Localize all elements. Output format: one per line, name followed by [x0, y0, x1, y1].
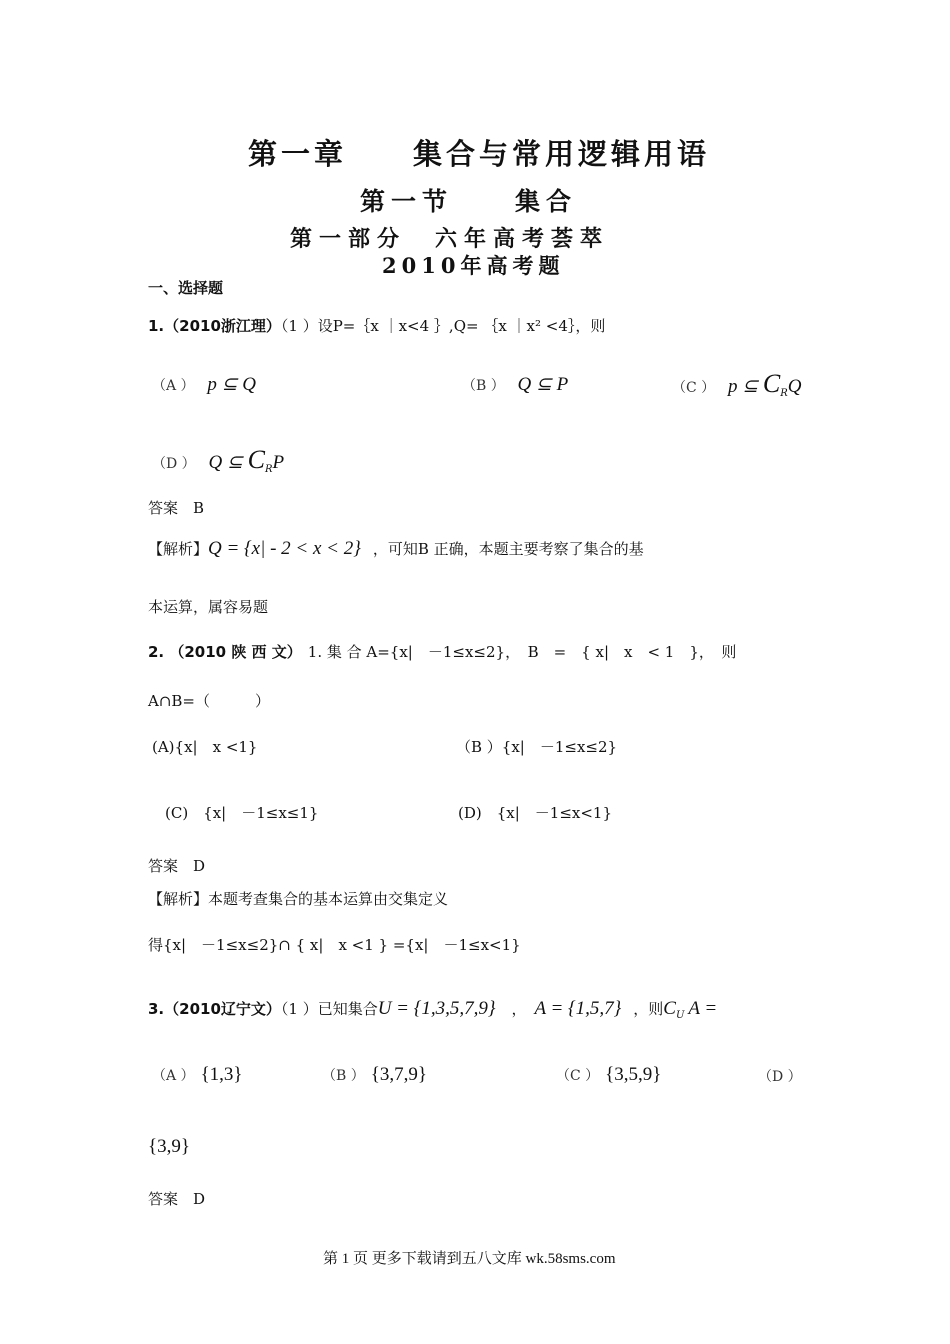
q2-analysis: [148, 888, 448, 909]
question-2-stem: 1. 集 合 A={x| －1≤x≤2}， B = { x| x < 1 }， 则: [307, 643, 737, 661]
q1-option-d-complement: C: [247, 445, 265, 474]
q1-option-b-expr: Q ⊆ P: [517, 374, 569, 395]
question-1-stem: （1 ）设P=｛x ｜x<4 ｝,Q= ｛x ｜x² <4｝，则: [280, 317, 606, 335]
q1-analysis-continued: 本运算，属容易题: [148, 598, 269, 616]
question-2-stem-line2: A∩B=（ ）: [148, 692, 270, 710]
q2-option-b: （B ）{x| －1≤x≤2}: [456, 738, 618, 756]
q1-option-c-pre: p ⊆: [727, 376, 763, 397]
q1-option-d-pre: Q ⊆: [208, 452, 248, 473]
question-type-heading: 一、选择题: [148, 279, 224, 297]
q3-option-d-set: {3,9}: [148, 1136, 190, 1157]
q3-option-b-set: {3,7,9}: [370, 1064, 427, 1085]
question-3-set-a: A = {1,5,7}: [534, 998, 622, 1019]
question-3: [148, 998, 717, 1021]
question-3-set-u: U = {1,3,5,7,9}: [377, 998, 496, 1019]
q3-answer: 答案 D: [148, 1190, 206, 1208]
q1-option-c-post: Q: [787, 376, 802, 397]
q2-answer: 答案 D: [148, 857, 206, 875]
q2-option-c: (C) {x| －1≤x≤1}: [165, 804, 319, 822]
q1-option-a-label: （A ）: [152, 378, 195, 394]
q1-option-d-post: P: [272, 452, 285, 473]
q3-option-c-set: {3,5,9}: [605, 1064, 662, 1085]
q3-option-d-label-text: （D ）: [758, 1069, 802, 1085]
q1-option-c-label: （C ）: [672, 380, 716, 396]
q2-analysis-label: 【解析】: [148, 890, 209, 908]
q3-option-c: [556, 1064, 661, 1086]
q1-answer: 答案 B: [148, 499, 205, 517]
q3-option-b-label: （B ）: [322, 1068, 365, 1084]
question-3-label: 3.（2010辽宁文）: [148, 1000, 281, 1018]
q1-option-c-sub: R: [780, 388, 788, 399]
question-2: [148, 641, 736, 662]
q1-option-b-label: （B ）: [462, 378, 505, 394]
q1-option-a: [152, 373, 256, 396]
question-3-stem-post: ，则: [633, 1000, 664, 1018]
q1-option-c: [672, 369, 801, 399]
year-title: 2010年高考题: [382, 253, 565, 278]
question-2-label: 2. （2010 陕 西 文）: [148, 643, 302, 661]
part-title: 第一部分 六年高考荟萃: [290, 227, 610, 252]
chapter-title: 第一章 集合与常用逻辑用语: [248, 137, 711, 171]
q1-option-b: [462, 373, 568, 396]
q1-analysis-text: ，可知B 正确，本题主要考察了集合的基: [372, 540, 644, 558]
q1-analysis: [148, 538, 644, 560]
q1-analysis-label: 【解析】: [148, 540, 209, 558]
q1-option-c-complement: C: [762, 369, 781, 398]
q3-option-c-label: （C ）: [556, 1068, 600, 1084]
q3-option-d-label: [758, 1066, 802, 1086]
q2-analysis-text: 本题考查集合的基本运算由交集定义: [208, 890, 449, 908]
section-title: 第一节 集合: [360, 187, 578, 216]
q3-option-a-label: （A ）: [152, 1068, 195, 1084]
question-3-complement-sub: U: [675, 1010, 685, 1021]
q3-option-a: [152, 1064, 243, 1086]
q3-option-b: [322, 1064, 427, 1086]
question-3-stem-pre: （1 ）已知集合: [280, 1000, 378, 1018]
question-1-label: 1.（2010浙江理）: [148, 317, 281, 335]
q1-option-d-label: （D ）: [152, 456, 196, 472]
q2-option-a: (A){x| x <1}: [152, 738, 258, 756]
q1-analysis-math: Q = {x| - 2 < x < 2}: [208, 538, 361, 559]
q2-analysis-line2: 得{x| －1≤x≤2}∩ { x| x <1 } ={x| －1≤x<1}: [148, 936, 521, 954]
q1-option-a-expr: p ⊆ Q: [207, 374, 256, 395]
question-3-complement-post: A =: [688, 998, 718, 1019]
q1-option-d-sub: R: [264, 464, 273, 475]
q1-option-d: [152, 445, 284, 475]
question-1: [148, 315, 605, 336]
page-footer: 第 1 页 更多下载请到五八文库 wk.58sms.com: [323, 1251, 616, 1267]
q3-option-a-set: {1,3}: [200, 1064, 243, 1085]
question-3-complement: C: [663, 998, 676, 1019]
question-3-sep: ，: [511, 1000, 527, 1018]
q2-option-d: (D) {x| －1≤x<1}: [458, 804, 613, 822]
